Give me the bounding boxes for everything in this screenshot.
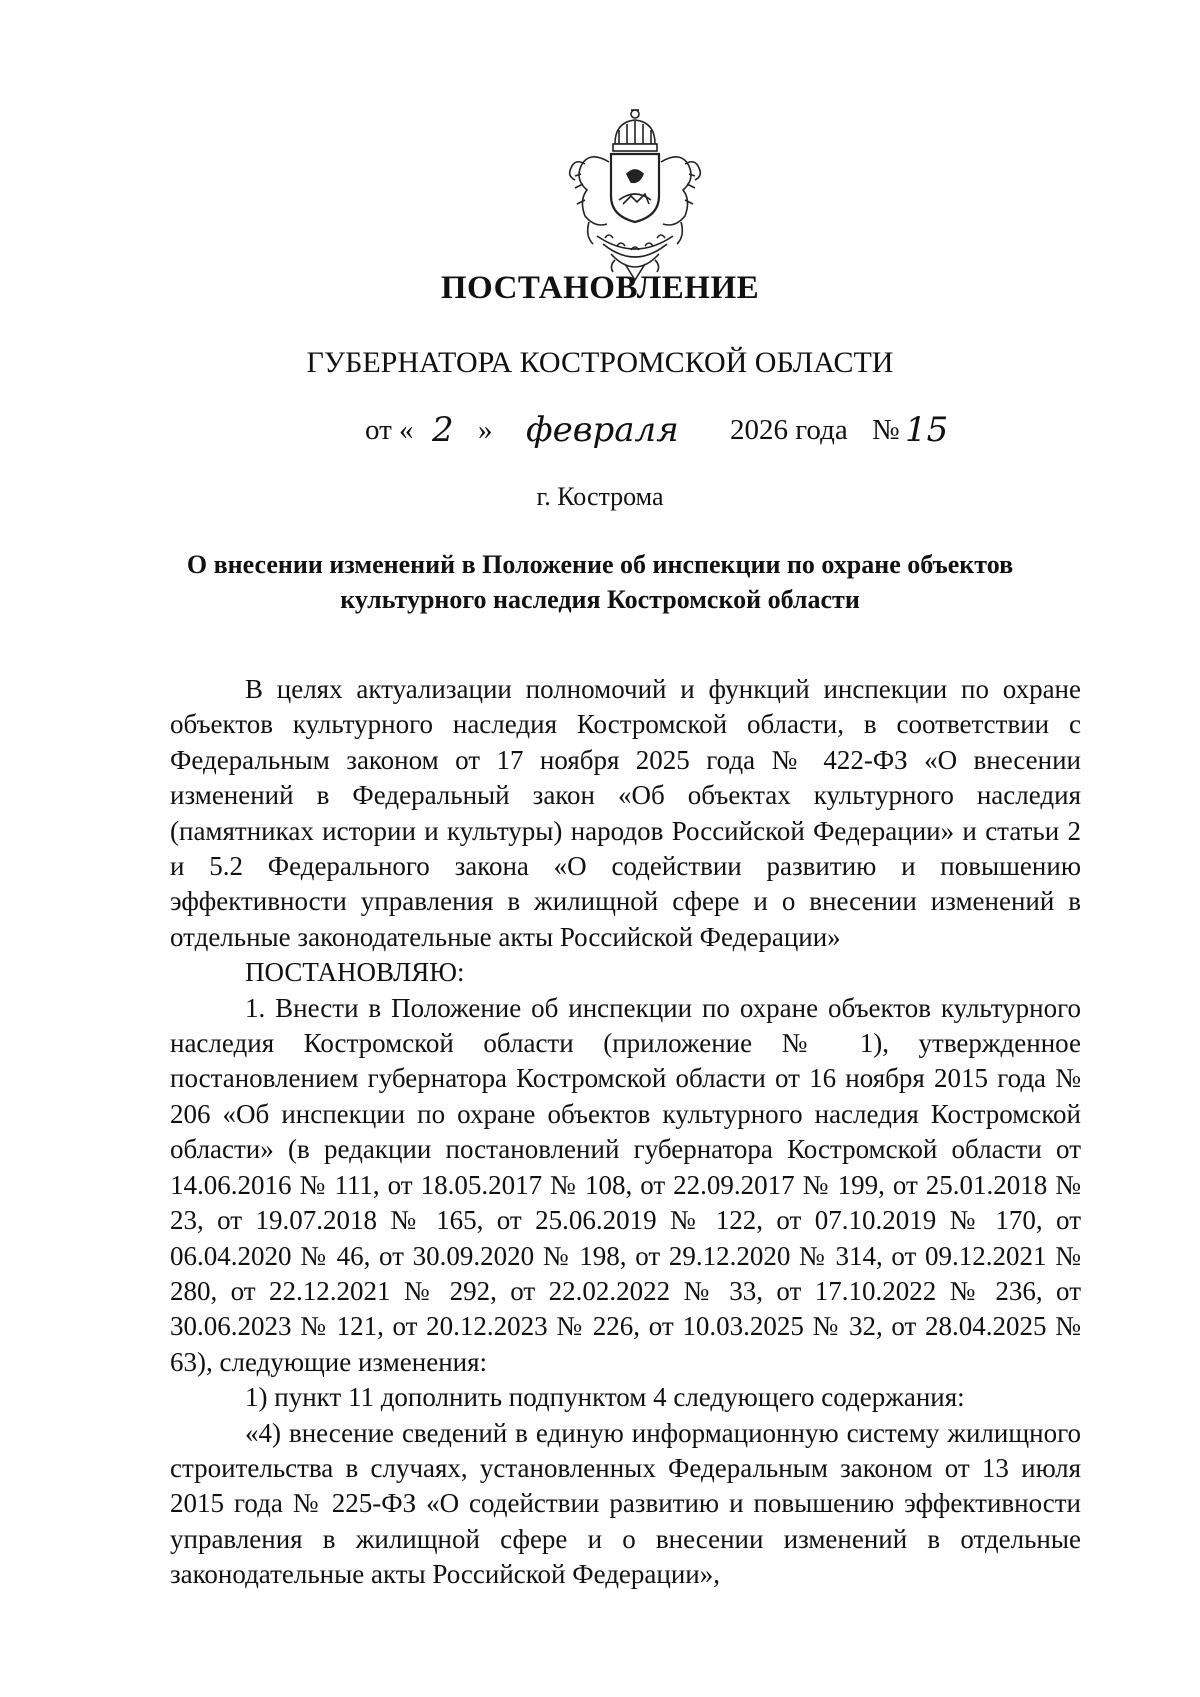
date-day-handwritten: 2: [432, 410, 454, 450]
resolution-word: ПОСТАНОВЛЯЮ:: [245, 957, 465, 988]
document-title: ПОСТАНОВЛЕНИЕ: [440, 270, 760, 306]
issuer-title: ГУБЕРНАТОРА КОСТРОМСКОЙ ОБЛАСТИ: [306, 346, 894, 379]
number-handwritten: 15: [905, 410, 949, 450]
heading-line: культурного наследия Костромской области: [340, 585, 860, 614]
date-line: [0, 410, 1200, 470]
date-year: 2026 года: [730, 414, 848, 446]
document-heading: [150, 547, 1050, 617]
heading-line: О внесении изменений в Положение об инспекции по охране объектов: [186, 550, 1014, 579]
clause-paragraph: 1. Внести в Положение об инспекции по охране объектов культурного наследия Костромской области (приложение № 1), утвержденное постановлением губернатора Костромской области от 16 ноября 2015 года № 206 «Об инспекции по охране объектов культурного наследия Костромской области» (в редакции постановлений губернатора Костромской области от 14.06.2016 № 111, от 18.05.2017 № 108, от 22.09.2017 № 199, от 25.01.2018 № 23, от 19.07.2018 № 165, от 25.06.2019 № 122, от 07.10.2019 № 170, от 06.04.2020 № 46, от 30.09.2020 № 198, от 29.12.2020 № 314, от 09.12.2021 № 280, от 22.12.2021 № 292, от 22.02.2022 № 33, от 17.10.2022 № 236, от 30.06.2023 № 121, от 20.12.2023 № 226, от 10.03.2025 № 32, от 28.04.2025 № 63), следующие изменения:: [170, 992, 1081, 1377]
date-month-handwritten: февраля: [526, 410, 679, 450]
subclause-paragraph: 1) пункт 11 дополнить подпунктом 4 следующего содержания:: [245, 1382, 965, 1413]
city: г. Кострома: [536, 482, 664, 511]
coat-of-arms-icon: [545, 104, 725, 290]
number-label: №: [872, 414, 900, 446]
document-body: [170, 672, 1081, 1593]
date-close-quote: »: [478, 414, 493, 446]
date-prefix: от «: [365, 414, 414, 446]
subclause-text-paragraph: «4) внесение сведений в единую информационную систему жилищного строительства в случаях, установленных Федеральным законом от 13 июля 2015 года № 225-ФЗ «О содействии развитию и повышению эффективности управления в жилищной сфере и о внесении изменений в отдельные законодательные акты Российской Федерации»,: [170, 1417, 1081, 1590]
preamble-paragraph: В целях актуализации полномочий и функций инспекции по охране объектов культурного наследия Костромской области, в соответствии с Федеральным законом от 17 ноября 2025 года № 422-ФЗ «О внесении изменений в Федеральный закон «Об объектах культурного наследия (памятниках истории и культуры) народов Российской Федерации» и статьи 2 и 5.2 Федерального закона «О содействии развитию и повышению эффективности управления в жилищной сфере и о внесении изменений в отдельные законодательные акты Российской Федерации»: [170, 674, 1081, 952]
